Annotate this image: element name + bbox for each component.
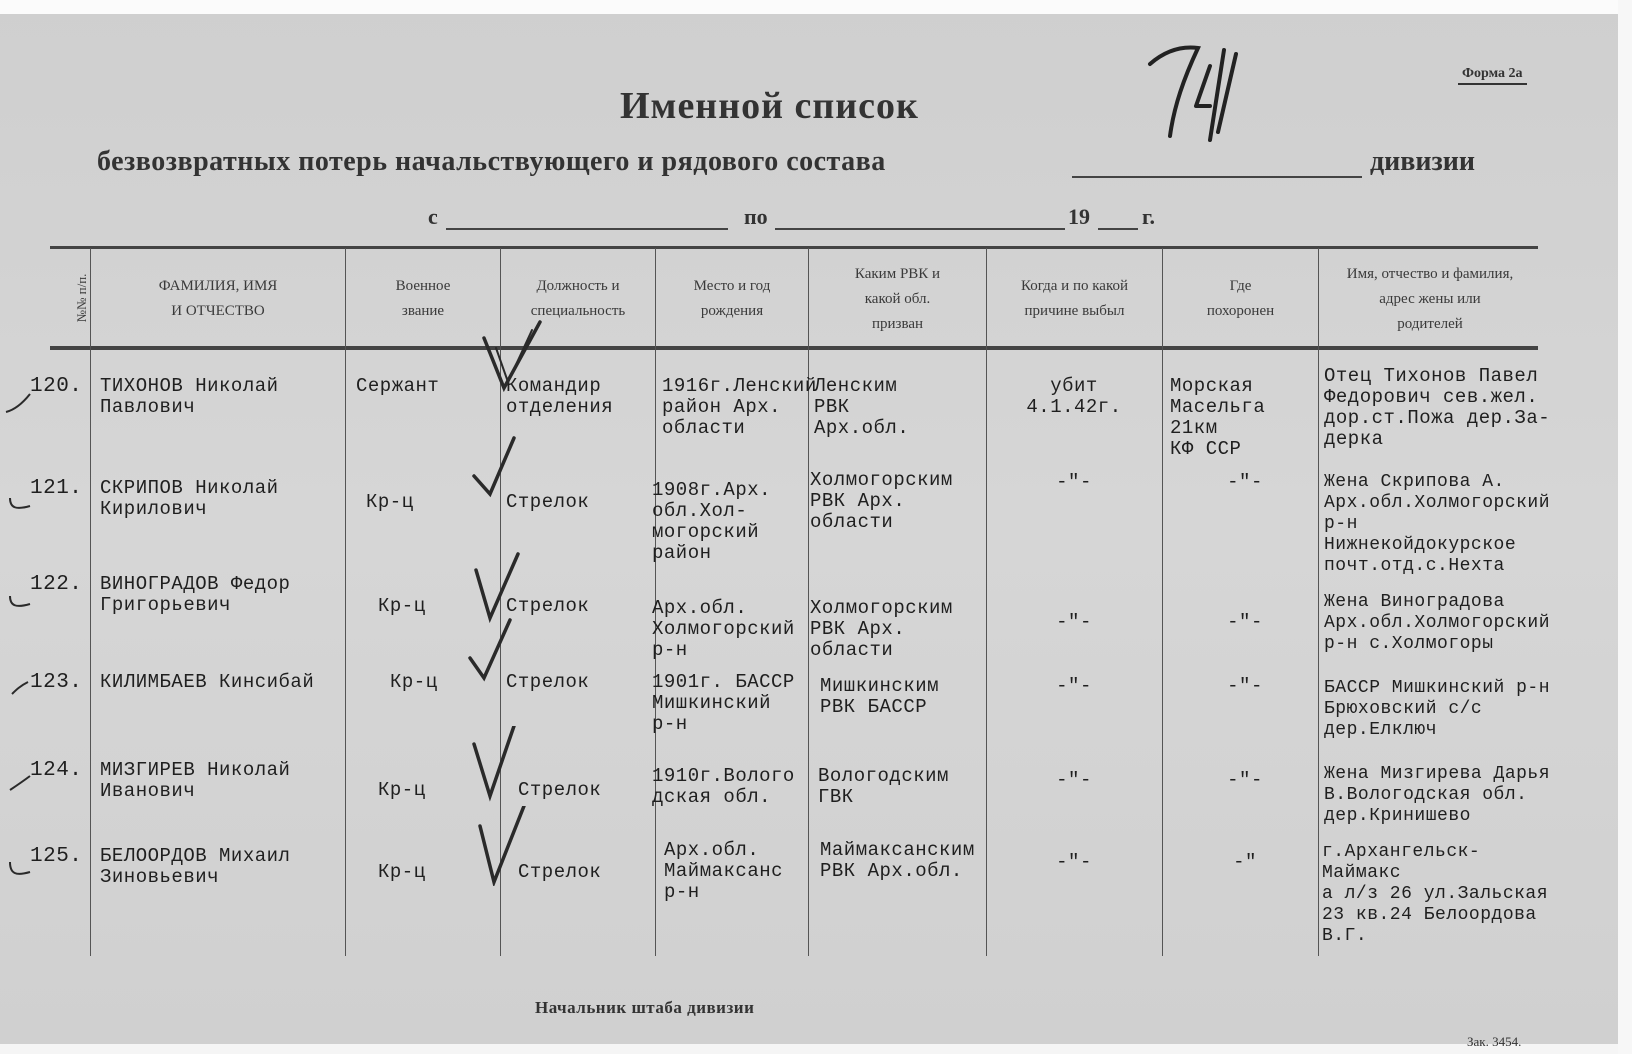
row-name: МИЗГИРЕВ Николай Иванович: [100, 759, 291, 802]
row-rvk: Холмогорским РВК Арх. области: [810, 469, 953, 533]
table-header-rule: [50, 346, 1538, 350]
row-rank: Кр-ц: [366, 491, 414, 513]
row-rvk: Маймаксанским РВК Арх.обл.: [820, 839, 975, 882]
row-birth: 1910г.Волого дская обл.: [652, 765, 795, 808]
checkmark-icon: [470, 726, 540, 806]
column-header-birth: Место и год рождения: [693, 278, 771, 319]
column-header-buried: Где похоронен: [1206, 278, 1275, 319]
tick-mark-icon: [6, 770, 36, 794]
date-to-label: по: [744, 204, 768, 229]
row-rank: Сержант: [356, 375, 440, 397]
row-name: КИЛИМБАЕВ Кинсибай: [100, 671, 315, 693]
row-when: убит 4.1.42г.: [1026, 375, 1122, 418]
row-when: -"-: [1056, 611, 1092, 633]
row-number: 123.: [30, 671, 83, 694]
row-name: БЕЛООРДОВ Михаил Зиновьевич: [100, 845, 291, 888]
row-when: -"-: [1056, 851, 1092, 873]
row-position: Стрелок: [518, 779, 602, 801]
row-birth: 1908г.Арх. обл.Хол- могорский район: [652, 479, 772, 564]
row-rank: Кр-ц: [378, 779, 426, 801]
row-buried: -"-: [1227, 769, 1263, 791]
row-rank: Кр-ц: [378, 861, 426, 883]
column-header-rvk: Каким РВК и какой обл. призван: [854, 265, 941, 332]
row-position: Стрелок: [506, 671, 590, 693]
row-relatives: БАССР Мишкинский р-н Брюховский с/с дер.Елключ: [1324, 678, 1551, 740]
row-number: 122.: [30, 573, 83, 596]
row-rank: Кр-ц: [390, 671, 438, 693]
row-name: СКРИПОВ Николай Кирилович: [100, 477, 279, 520]
column-header-rank: Военное звание: [395, 278, 451, 319]
tick-mark-icon: [8, 678, 38, 702]
tick-mark-icon: [6, 858, 36, 882]
row-buried: -": [1233, 851, 1257, 873]
row-position: Стрелок: [506, 491, 590, 513]
column-divider: [90, 248, 91, 956]
order-number: Зак. 3454.: [1467, 1034, 1522, 1049]
year-label: 19: [1068, 204, 1090, 229]
row-relatives: Жена Виноградова Арх.обл.Холмогорский р-н с.Холмогоры: [1324, 592, 1551, 654]
form-label: Форма 2а: [1458, 66, 1527, 85]
row-rvk: Вологодским ГВК: [818, 765, 949, 808]
date-to-blank: [775, 228, 1065, 230]
year-suffix: г.: [1142, 204, 1156, 229]
division-label: дивизии: [1370, 146, 1476, 177]
row-birth: 1916г.Ленский район Арх. области: [662, 375, 817, 439]
date-from-blank: [446, 228, 728, 230]
row-number: 125.: [30, 845, 83, 868]
row-when: -"-: [1056, 675, 1092, 697]
column-header-position: Должность и специальность: [530, 278, 626, 319]
document-subtitle: безвозвратных потерь начальствующего и рядового состава: [97, 146, 886, 177]
row-position: Стрелок: [506, 595, 590, 617]
row-when: -"-: [1056, 471, 1092, 493]
row-position: Стрелок: [518, 861, 602, 883]
document-title: Именной список: [620, 85, 919, 127]
row-number: 124.: [30, 759, 83, 782]
date-from-label: с: [428, 204, 438, 229]
tick-mark-icon: [6, 590, 36, 614]
row-relatives: г.Архангельск-Маймакс а л/з 26 ул.Зальская 23 кв.24 Белоордова В.Г.: [1322, 842, 1549, 946]
tick-mark-icon: [4, 390, 34, 420]
row-rvk: Ленским РВК Арх.обл.: [814, 375, 910, 439]
column-header-when: Когда и по какой причине выбыл: [1020, 278, 1129, 319]
row-number: 121.: [30, 477, 83, 500]
row-rvk: Холмогорским РВК Арх. области: [810, 597, 953, 661]
column-divider: [1318, 248, 1319, 956]
checkmark-icon: [476, 806, 546, 886]
row-birth: 1901г. БАССР Мишкинский р-н: [652, 671, 795, 735]
division-blank-line: [1072, 176, 1362, 178]
row-rvk: Мишкинским РВК БАССР: [820, 675, 940, 718]
column-header-relatives: Имя, отчество и фамилия, адрес жены или родителей: [1346, 265, 1514, 332]
table-top-rule: [50, 246, 1538, 249]
row-buried: -"-: [1227, 471, 1263, 493]
row-when: -"-: [1056, 769, 1092, 791]
chief-of-staff-signature-label: Начальник штаба дивизии: [535, 998, 755, 1017]
row-relatives: Жена Мизгирева Дарья В.Вологодская обл. дер.Кринишево: [1324, 764, 1551, 826]
row-position: Командир отделения: [506, 375, 614, 418]
row-buried: Морская Масельга 21км КФ ССР: [1170, 375, 1266, 460]
scan-edge-bottom: [0, 1044, 1632, 1054]
column-header-name: ФАМИЛИЯ, ИМЯ И ОТЧЕСТВО: [158, 278, 278, 319]
column-divider: [1162, 248, 1163, 956]
row-relatives: Жена Скрипова А. Арх.обл.Холмогорский р-н Нижнекойдокурское почт.отд.с.Нехта: [1324, 472, 1551, 576]
row-birth: Арх.обл. Холмогорский р-н: [652, 597, 795, 661]
year-blank: [1098, 228, 1138, 230]
row-name: ВИНОГРАДОВ Федор Григорьевич: [100, 573, 291, 616]
row-birth: Арх.обл. Маймаксанс р-н: [664, 839, 784, 903]
row-buried: -"-: [1227, 611, 1263, 633]
handwritten-sheet-number: [1140, 36, 1270, 146]
row-number: 120.: [30, 375, 83, 398]
checkmark-icon: [466, 618, 536, 698]
row-name: ТИХОНОВ Николай Павлович: [100, 375, 279, 418]
column-header-number: №№ п/п.: [74, 273, 89, 323]
row-buried: -"-: [1227, 675, 1263, 697]
row-rank: Кр-ц: [378, 595, 426, 617]
checkmark-icon: [470, 436, 540, 516]
row-relatives: Отец Тихонов Павел Федорович сев.жел. дор.ст.Пожа дер.За- дерка: [1324, 365, 1551, 450]
scan-edge-right: [1618, 0, 1632, 1054]
checkmark-icon: [478, 318, 548, 398]
tick-mark-icon: [6, 492, 36, 516]
